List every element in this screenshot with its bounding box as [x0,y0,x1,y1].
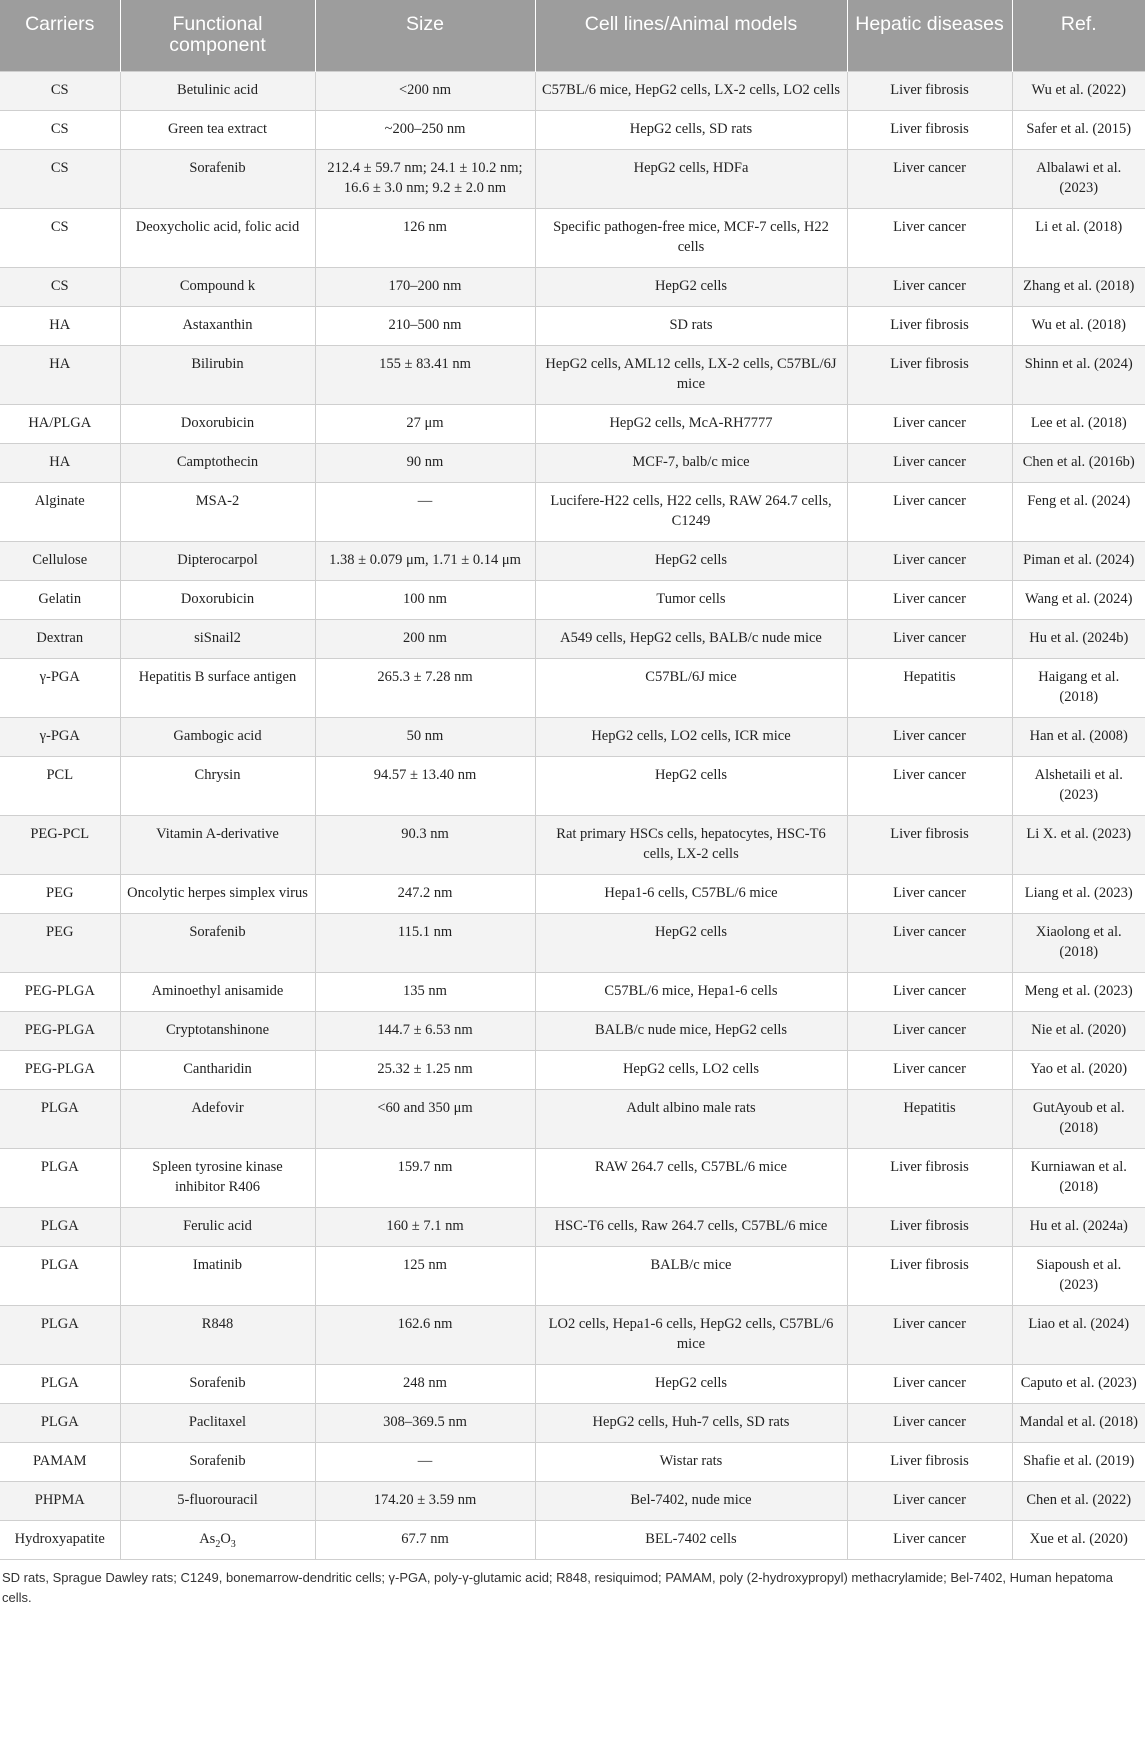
size-cell: 100 nm [315,581,535,620]
disease-cell: Liver cancer [847,1521,1012,1560]
disease-cell: Liver cancer [847,757,1012,816]
cell-lines-cell: HepG2 cells [535,268,847,307]
ref-cell: Hu et al. (2024b) [1012,620,1145,659]
component-cell: Camptothecin [120,444,315,483]
ref-cell: Caputo et al. (2023) [1012,1365,1145,1404]
table-row [0,1365,1145,1404]
cell-lines-cell: MCF-7, balb/c mice [535,444,847,483]
component-cell: Ferulic acid [120,1208,315,1247]
table-row [0,659,1145,718]
carrier-cell: CS [0,150,120,209]
carrier-cell: PLGA [0,1247,120,1306]
ref-cell: Alshetaili et al. (2023) [1012,757,1145,816]
table-row [0,444,1145,483]
table-row [0,875,1145,914]
carrier-cell: PEG-PLGA [0,1051,120,1090]
carrier-cell: Hydroxyapatite [0,1521,120,1560]
carrier-cell: PEG-PLGA [0,1012,120,1051]
table-row [0,483,1145,542]
table-row [0,973,1145,1012]
ref-cell: Shinn et al. (2024) [1012,346,1145,405]
component-cell: Sorafenib [120,150,315,209]
carrier-cell: CS [0,209,120,268]
size-cell: 200 nm [315,620,535,659]
component-cell: Bilirubin [120,346,315,405]
cell-lines-cell: HepG2 cells, HDFa [535,150,847,209]
ref-cell: Chen et al. (2022) [1012,1482,1145,1521]
cell-lines-cell: SD rats [535,307,847,346]
disease-cell: Liver cancer [847,444,1012,483]
table-row [0,757,1145,816]
carrier-cell: HA [0,444,120,483]
component-cell: Oncolytic herpes simplex virus [120,875,315,914]
carrier-cell: CS [0,111,120,150]
cell-lines-cell: Specific pathogen-free mice, MCF-7 cells, H22 cells [535,209,847,268]
table-row [0,718,1145,757]
table-body [0,72,1145,1560]
ref-cell: Siapoush et al. (2023) [1012,1247,1145,1306]
size-cell: 160 ± 7.1 nm [315,1208,535,1247]
cell-lines-cell: HepG2 cells [535,914,847,973]
ref-cell: Li X. et al. (2023) [1012,816,1145,875]
disease-cell: Liver cancer [847,405,1012,444]
cell-lines-cell: Hepa1-6 cells, C57BL/6 mice [535,875,847,914]
carrier-cell: PEG [0,875,120,914]
cell-lines-cell: HepG2 cells [535,542,847,581]
carrier-cell: HA/PLGA [0,405,120,444]
size-cell: 50 nm [315,718,535,757]
table-row [0,620,1145,659]
cell-lines-cell: HepG2 cells, AML12 cells, LX-2 cells, C57BL/6J mice [535,346,847,405]
table-row [0,1521,1145,1560]
table-row [0,1482,1145,1521]
cell-lines-cell: HepG2 cells, LO2 cells, ICR mice [535,718,847,757]
ref-cell: Feng et al. (2024) [1012,483,1145,542]
component-cell: Chrysin [120,757,315,816]
table-row [0,542,1145,581]
component-cell: 5-fluorouracil [120,1482,315,1521]
size-cell: 162.6 nm [315,1306,535,1365]
table-row [0,150,1145,209]
header-cell-lines: Cell lines/Animal models [535,0,847,72]
table-row [0,405,1145,444]
cell-lines-cell: HepG2 cells [535,1365,847,1404]
ref-cell: Chen et al. (2016b) [1012,444,1145,483]
carrier-cell: Dextran [0,620,120,659]
ref-cell: Safer et al. (2015) [1012,111,1145,150]
carrier-cell: PHPMA [0,1482,120,1521]
cell-lines-cell: BEL-7402 cells [535,1521,847,1560]
component-cell: Green tea extract [120,111,315,150]
table-row [0,209,1145,268]
cell-lines-cell: RAW 264.7 cells, C57BL/6 mice [535,1149,847,1208]
carrier-cell: PLGA [0,1208,120,1247]
disease-cell: Hepatitis [847,659,1012,718]
cell-lines-cell: C57BL/6 mice, HepG2 cells, LX-2 cells, LO2 cells [535,72,847,111]
size-cell: 159.7 nm [315,1149,535,1208]
component-cell: Imatinib [120,1247,315,1306]
ref-cell: Yao et al. (2020) [1012,1051,1145,1090]
component-cell: Astaxanthin [120,307,315,346]
component-cell: Gambogic acid [120,718,315,757]
component-cell: Cryptotanshinone [120,1012,315,1051]
disease-cell: Liver fibrosis [847,346,1012,405]
table-row [0,346,1145,405]
size-cell: — [315,1443,535,1482]
size-cell: 90.3 nm [315,816,535,875]
ref-cell: Nie et al. (2020) [1012,1012,1145,1051]
cell-lines-cell: HepG2 cells [535,757,847,816]
size-cell: 115.1 nm [315,914,535,973]
disease-cell: Liver cancer [847,1306,1012,1365]
disease-cell: Liver cancer [847,268,1012,307]
ref-cell: Kurniawan et al. (2018) [1012,1149,1145,1208]
disease-cell: Liver fibrosis [847,1149,1012,1208]
ref-cell: Liang et al. (2023) [1012,875,1145,914]
carrier-cell: PLGA [0,1404,120,1443]
ref-cell: Zhang et al. (2018) [1012,268,1145,307]
ref-cell: Shafie et al. (2019) [1012,1443,1145,1482]
cell-lines-cell: C57BL/6J mice [535,659,847,718]
size-cell: 210–500 nm [315,307,535,346]
table-row [0,268,1145,307]
ref-cell: Piman et al. (2024) [1012,542,1145,581]
size-cell: 90 nm [315,444,535,483]
carrier-cell: Gelatin [0,581,120,620]
carrier-cell: PEG-PLGA [0,973,120,1012]
disease-cell: Liver cancer [847,483,1012,542]
size-cell: 174.20 ± 3.59 nm [315,1482,535,1521]
disease-cell: Liver cancer [847,1365,1012,1404]
disease-cell: Liver fibrosis [847,1247,1012,1306]
size-cell: <60 and 350 μm [315,1090,535,1149]
ref-cell: GutAyoub et al. (2018) [1012,1090,1145,1149]
table-row [0,1208,1145,1247]
ref-cell: Wu et al. (2018) [1012,307,1145,346]
size-cell: 125 nm [315,1247,535,1306]
table-row [0,1090,1145,1149]
ref-cell: Han et al. (2008) [1012,718,1145,757]
disease-cell: Liver fibrosis [847,816,1012,875]
header-carriers: Carriers [0,0,120,72]
ref-cell: Li et al. (2018) [1012,209,1145,268]
component-cell: Doxorubicin [120,581,315,620]
header-row [0,0,1145,72]
size-cell: 265.3 ± 7.28 nm [315,659,535,718]
cell-lines-cell: HepG2 cells, SD rats [535,111,847,150]
size-cell: 94.57 ± 13.40 nm [315,757,535,816]
disease-cell: Liver cancer [847,1482,1012,1521]
disease-cell: Liver fibrosis [847,1443,1012,1482]
table-row [0,1306,1145,1365]
size-cell: ~200–250 nm [315,111,535,150]
component-cell: Cantharidin [120,1051,315,1090]
disease-cell: Liver cancer [847,581,1012,620]
size-cell: — [315,483,535,542]
table-row [0,1404,1145,1443]
disease-cell: Hepatitis [847,1090,1012,1149]
cell-lines-cell: BALB/c nude mice, HepG2 cells [535,1012,847,1051]
cell-lines-cell: Rat primary HSCs cells, hepatocytes, HSC-T6 cells, LX-2 cells [535,816,847,875]
component-cell: Doxorubicin [120,405,315,444]
component-cell: Sorafenib [120,1443,315,1482]
component-cell: MSA-2 [120,483,315,542]
disease-cell: Liver cancer [847,542,1012,581]
disease-cell: Liver cancer [847,150,1012,209]
disease-cell: Liver cancer [847,209,1012,268]
disease-cell: Liver fibrosis [847,307,1012,346]
cell-lines-cell: HepG2 cells, LO2 cells [535,1051,847,1090]
component-cell: Aminoethyl anisamide [120,973,315,1012]
table-footnote: SD rats, Sprague Dawley rats; C1249, bonemarrow-dendritic cells; γ-PGA, poly-γ-glutamic acid; R848, resiquimod; PAMAM, poly (2-hydroxypropyl) methacrylamide; Bel-7402, Human hepatoma cells. [2,1570,1113,1605]
ref-cell: Liao et al. (2024) [1012,1306,1145,1365]
cell-lines-cell: Tumor cells [535,581,847,620]
cell-lines-cell: HepG2 cells, McA-RH7777 [535,405,847,444]
carrier-cell: Cellulose [0,542,120,581]
disease-cell: Liver fibrosis [847,1208,1012,1247]
table-header [0,0,1145,72]
carrier-cell: PLGA [0,1365,120,1404]
ref-cell: Xiaolong et al. (2018) [1012,914,1145,973]
table-row [0,111,1145,150]
cell-lines-cell: Adult albino male rats [535,1090,847,1149]
cell-lines-cell: LO2 cells, Hepa1-6 cells, HepG2 cells, C57BL/6 mice [535,1306,847,1365]
cell-lines-cell: C57BL/6 mice, Hepa1-6 cells [535,973,847,1012]
size-cell: 170–200 nm [315,268,535,307]
disease-cell: Liver cancer [847,914,1012,973]
size-cell: 135 nm [315,973,535,1012]
cell-lines-cell: HSC-T6 cells, Raw 264.7 cells, C57BL/6 mice [535,1208,847,1247]
size-cell: 308–369.5 nm [315,1404,535,1443]
carrier-cell: PLGA [0,1090,120,1149]
size-cell: 25.32 ± 1.25 nm [315,1051,535,1090]
disease-cell: Liver cancer [847,1051,1012,1090]
disease-cell: Liver cancer [847,620,1012,659]
component-cell: Sorafenib [120,914,315,973]
carrier-cell: PEG-PCL [0,816,120,875]
component-cell: Betulinic acid [120,72,315,111]
ref-cell: Haigang et al. (2018) [1012,659,1145,718]
header-hepatic-diseases: Hepatic diseases [847,0,1012,72]
component-cell: Adefovir [120,1090,315,1149]
table-row [0,1443,1145,1482]
table-row [0,1051,1145,1090]
size-cell: 1.38 ± 0.079 μm, 1.71 ± 0.14 μm [315,542,535,581]
cell-lines-cell: A549 cells, HepG2 cells, BALB/c nude mice [535,620,847,659]
size-cell: 27 μm [315,405,535,444]
size-cell: 126 nm [315,209,535,268]
component-cell: Deoxycholic acid, folic acid [120,209,315,268]
carrier-cell: HA [0,346,120,405]
table-row [0,72,1145,111]
component-cell: Compound k [120,268,315,307]
disease-cell: Liver cancer [847,1012,1012,1051]
cell-lines-cell: Wistar rats [535,1443,847,1482]
component-cell: $As_2O_3$ [120,1521,315,1560]
header-functional-component: Functional component [120,0,315,72]
disease-cell: Liver fibrosis [847,72,1012,111]
carrier-cell: PCL [0,757,120,816]
table-row [0,1247,1145,1306]
carrier-cell: Alginate [0,483,120,542]
ref-cell: Mandal et al. (2018) [1012,1404,1145,1443]
disease-cell: Liver cancer [847,875,1012,914]
ref-cell: Hu et al. (2024a) [1012,1208,1145,1247]
carrier-cell: CS [0,72,120,111]
carrier-cell: PEG [0,914,120,973]
disease-cell: Liver cancer [847,973,1012,1012]
component-cell: siSnail2 [120,620,315,659]
cell-lines-cell: HepG2 cells, Huh-7 cells, SD rats [535,1404,847,1443]
size-cell: 144.7 ± 6.53 nm [315,1012,535,1051]
size-cell: 247.2 nm [315,875,535,914]
cell-lines-cell: BALB/c mice [535,1247,847,1306]
size-cell: 212.4 ± 59.7 nm; 24.1 ± 10.2 nm; 16.6 ± 3.0 nm; 9.2 ± 2.0 nm [315,150,535,209]
disease-cell: Liver cancer [847,718,1012,757]
size-cell: <200 nm [315,72,535,111]
component-cell: Spleen tyrosine kinase inhibitor R406 [120,1149,315,1208]
carrier-cell: γ-PGA [0,659,120,718]
size-cell: 67.7 nm [315,1521,535,1560]
table-row [0,1012,1145,1051]
carrier-cell: PLGA [0,1149,120,1208]
header-ref: Ref. [1012,0,1145,72]
ref-cell: Albalawi et al. (2023) [1012,150,1145,209]
table-row [0,816,1145,875]
ref-cell: Lee et al. (2018) [1012,405,1145,444]
table-row [0,1149,1145,1208]
table-row [0,581,1145,620]
component-cell: Hepatitis B surface antigen [120,659,315,718]
component-cell: Sorafenib [120,1365,315,1404]
cell-lines-cell: Lucifere-H22 cells, H22 cells, RAW 264.7 cells, C1249 [535,483,847,542]
carrier-cell: HA [0,307,120,346]
table-row [0,307,1145,346]
ref-cell: Wang et al. (2024) [1012,581,1145,620]
header-size: Size [315,0,535,72]
ref-cell: Wu et al. (2022) [1012,72,1145,111]
component-cell: Vitamin A-derivative [120,816,315,875]
disease-cell: Liver cancer [847,1404,1012,1443]
cell-lines-cell: Bel-7402, nude mice [535,1482,847,1521]
carrier-cell: PAMAM [0,1443,120,1482]
table-row [0,914,1145,973]
carrier-cell: γ-PGA [0,718,120,757]
component-cell: R848 [120,1306,315,1365]
component-cell: Paclitaxel [120,1404,315,1443]
component-cell: Dipterocarpol [120,542,315,581]
carrier-cell: CS [0,268,120,307]
carrier-cell: PLGA [0,1306,120,1365]
disease-cell: Liver fibrosis [847,111,1012,150]
ref-cell: Meng et al. (2023) [1012,973,1145,1012]
size-cell: 155 ± 83.41 nm [315,346,535,405]
size-cell: 248 nm [315,1365,535,1404]
ref-cell: Xue et al. (2020) [1012,1521,1145,1560]
